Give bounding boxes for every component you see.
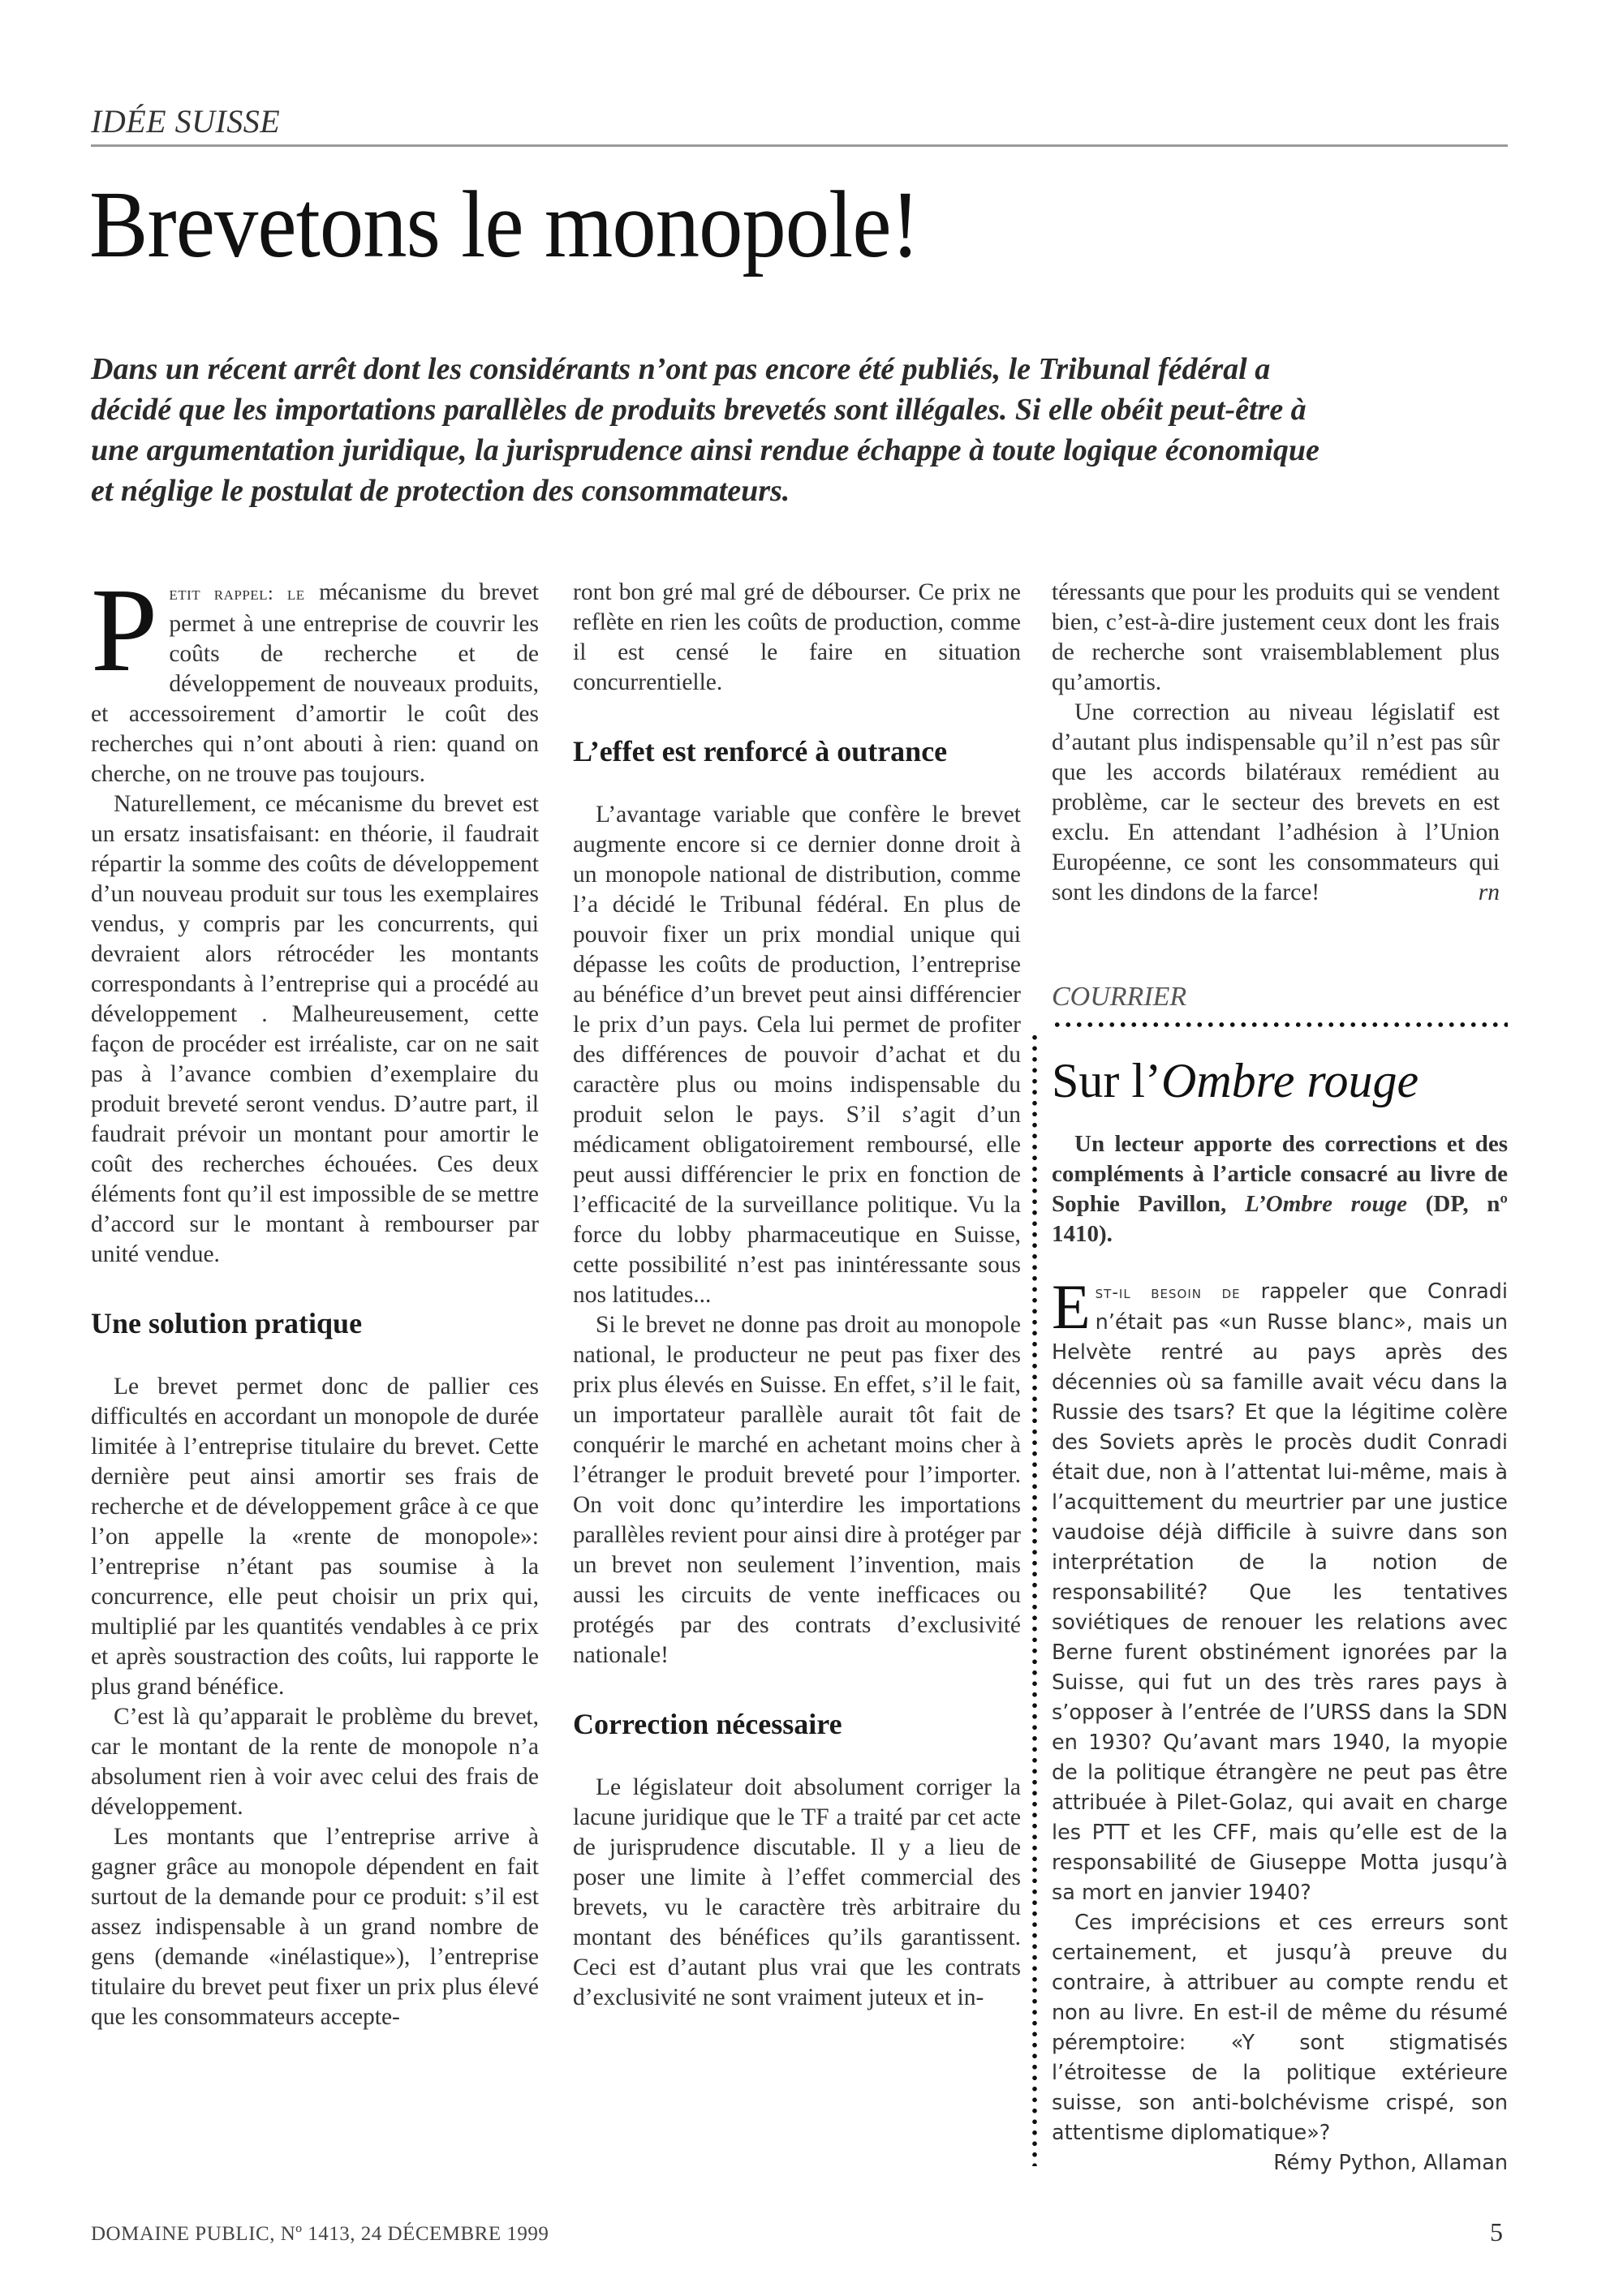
paragraph: Les montants que l’entreprise arrive à gagner grâce au monopole dépendent en fait surtout de la demande pour ce produit: s’il est assez indispensable à un grand nombre de gens (demande «inélastique»), l’entreprise titulaire du brevet peut fixer un prix plus élevé que les consommateurs accepte- <box>91 1824 539 2030</box>
page-number: 5 <box>1490 2217 1503 2247</box>
paragraph: Naturellement, ce mécanisme du brevet est un ersatz insatisfaisant: en théorie, il faudrait répartir la somme des coûts de développement d’un nouveau produit sur tous les exemplaires vendus, y compris par les concurrents, qui devraient alors rétrocéder les montants correspondants à l’entreprise qui a procédé au développement . Malheureusement, cette façon de procéder est irréaliste, car on ne sait pas à l’avance combien d’exemplaire du produit breveté seront vendus. D’autre part, il faudrait prévoir un montant pour amortir le coût des recherches échouées. Ces deux éléments font qu’il est impossible de se mettre d’accord sur le montant à rembourser par unité vendue. <box>91 791 539 1267</box>
paragraph: L’avantage variable que confère le brevet augmente encore si ce dernier donne droit à un monopole national de distribution, comme l’a décidé le Tribunal fédéral. En plus de pouvoir fixer un prix mondial unique qui dépasse les coûts de production, l’entreprise au bénéfice d’un brevet peut ainsi différencier le prix d’un pays. Cela lui permet de profiter des différences de pouvoir d’achat et du caractère plus ou moins indispensable du produit selon le pays. S’il s’agit d’un médicament obligatoirement remboursé, elle peut aussi différencier le prix en fonction de l’efficacité de la surveillance politique. Vu la force du lobby pharmaceutique en Suisse, cette possibilité n’est pas inintéressante sous nos latitudes... <box>573 802 1021 1308</box>
paragraph: Si le brevet ne donne pas droit au monopole national, le producteur ne peut pas fixer des prix plus élevés en Suisse. En effet, s’il le fait, un importateur parallèle aurait tôt fait de conquérir le marché en achetant moins cher à l’étranger le produit breveté pour l’importer. On voit donc qu’interdire les importations parallèles revient pour ainsi dire à protéger par un brevet non seulement l’invention, mais aussi les circuits de vente inefficaces ou protégés par des contrats d’exclusivité nationale! <box>573 1312 1021 1668</box>
subheading: Une solution pratique <box>91 1307 363 1339</box>
article-column-1 <box>91 564 539 2032</box>
paragraph: Petit rappel: le mécanisme du brevet permet à une entreprise de couvrir les coûts de recherche et de développement de nouveaux produits, et accessoirement d’amortir le coût des recherches qui n’ont abouti à rien: quand on cherche, on ne trouve pas toujours. <box>91 564 539 787</box>
subheading: Correction nécessaire <box>573 1708 842 1740</box>
paragraph: C’est là qu’apparait le problème du brevet, car le montant de la rente de monopole n’a absolument rien à voir avec celui des frais de développement. <box>91 1704 539 1820</box>
courrier-label: COURRIER <box>1052 982 1187 1012</box>
article-column-3 <box>1052 578 1500 908</box>
drop-cap: E <box>1052 1271 1091 1342</box>
letter-author: Rémy Python, Allaman <box>1273 2151 1508 2175</box>
dotted-rule-horizontal <box>1052 1022 1508 1027</box>
article-column-2 <box>573 578 1021 2013</box>
footer-publication: DOMAINE PUBLIC, Nº 1413, 24 DÉCEMBRE 1999 <box>91 2223 549 2245</box>
header-rule <box>91 144 1508 147</box>
courrier-body <box>1052 1271 1508 2178</box>
opening-smallcaps: etit rappel: le <box>169 583 305 604</box>
paragraph: Une correction au niveau législatif est d’autant plus indispensable qu’il n’est pas sûr que les accords bilatéraux remédient au problème, car le secteur des brevets en est exclu. En attendant l’adhésion à l’Union Européenne, ce sont les consommateurs qui sont les dindons de la farce! rn <box>1052 698 1500 908</box>
courrier-section <box>1032 982 1508 2175</box>
author-signature: rn <box>1478 879 1500 905</box>
subheading: L’effet est renforcé à outrance <box>573 735 948 767</box>
paragraph-continued: ront bon gré mal gré de débourser. Ce prix ne reflète en rien les coûts de production, comme il est censé le faire en situation concurrentielle. <box>573 579 1021 695</box>
courrier-title: Sur l’Ombre rouge <box>1052 1054 1419 1107</box>
courrier-intro: Un lecteur apporte des corrections et des compléments à l’article consacré au livre de Sophie Pavillon, L’Ombre rouge (DP, nº 1410). <box>1052 1131 1508 1247</box>
paragraph: Le législateur doit absolument corriger la lacune juridique que le TF a traité par cet acte de jurisprudence discutable. Il y a lieu de poser une limite à l’effet commercial des brevets, vu le caractère très arbitraire du montant des bénéfices qu’ils garantissent. Ceci est d’autant plus vrai que les contrats d’exclusivité ne sont vraiment juteux et in- <box>573 1774 1021 2010</box>
article-title: Brevetons le monopole! <box>89 171 919 277</box>
paragraph: Est-il besoin de rappeler que Conradi n’était pas «un Russe blanc», mais un Helvète rentré au pays après des décennies où sa famille avait vécu dans la Russie des tsars? Et que la légitime colère des Soviets après le procès dudit Conradi était due, non à l’attentat lui-même, mais à l’acquittement du meurtrier par une justice vaudoise déjà difficile à suivre dans son interprétation de la notion de responsabilité? Que les tentatives soviétiques de renouer les relations avec Berne furent obstinément ignorées par la Suisse, qui fut un des très rares pays à s’opposer à l’entrée de l’URSS dans la SDN en 1930? Qu’avant mars 1940, la myopie de la politique étrangère ne peut pas être attribuée à Pilet-Golaz, qui avait en charge les PTT et les CFF, mais qu’elle est de la responsabilité de Giuseppe Motta jusqu’à sa mort en janvier 1940? <box>1052 1271 1508 1905</box>
article-lead: Dans un récent arrêt dont les considérants n’ont pas encore été publiés, le Tribunal fédéral a décidé que les importations parallèles de produits brevetés sont illégales. Si elle obéit peut-être à une argumentation juridique, la jurisprudence ainsi rendue échappe à toute logique économique et néglige le postulat de protection des consommateurs. <box>91 352 1319 508</box>
section-label: IDÉE SUISSE <box>91 103 281 140</box>
paragraph-continued: téressants que pour les produits qui se vendent bien, c’est-à-dire justement ceux dont les frais de recherche sont vraisemblablement plus qu’amortis. <box>1052 579 1500 695</box>
paragraph: Le brevet permet donc de pallier ces difficultés en accordant un monopole de durée limitée à l’entreprise titulaire du brevet. Cette dernière peut ainsi amortir ses frais de recherche et de développement grâce à ce que l’on appelle la «rente de monopole»: l’entreprise n’étant pas soumise à la concurrence, elle peut choisir un prix qui, multiplié par les quantités vendables à ce prix et après soustraction des coûts, lui rapporte le plus grand bénéfice. <box>91 1374 539 1700</box>
dotted-rule-vertical <box>1032 1032 1037 2166</box>
drop-cap: P <box>91 564 158 697</box>
paragraph: Ces imprécisions et ces erreurs sont certainement, et jusqu’à preuve du contraire, à attribuer au compte rendu et non au livre. En est-il de même du résumé péremptoire: «Y sont stigmatisés l’étroitesse de la politique extérieure suisse, son anti-bolchévisme crispé, son attentisme diplomatique»? <box>1052 1911 1508 2145</box>
